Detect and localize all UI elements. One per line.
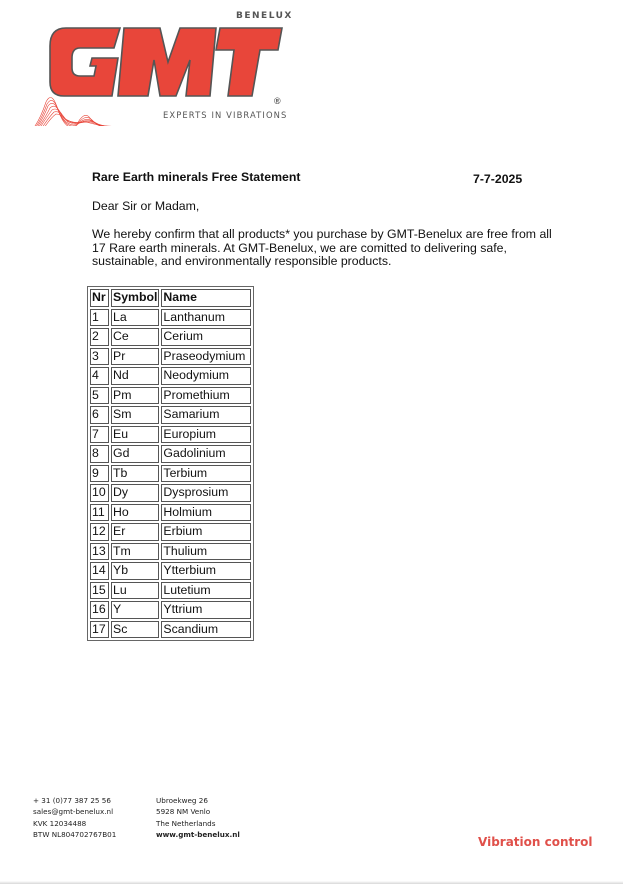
table-row: [90, 601, 251, 619]
gmt-logo: [20, 6, 290, 126]
cell-nr: 8: [90, 445, 109, 463]
table-row: [90, 504, 251, 522]
footer-phone: + 31 (0)77 387 25 56: [33, 796, 111, 805]
cell-nr: 7: [90, 426, 109, 444]
cell-symbol: Sm: [111, 406, 159, 424]
cell-symbol: Y: [111, 601, 159, 619]
header-nr: Nr: [90, 289, 109, 307]
header-symbol: Symbol: [111, 289, 159, 307]
cell-name: Praseodymium: [161, 348, 251, 366]
document-date: 7-7-2025: [473, 172, 523, 186]
cell-name: Dysprosium: [161, 484, 251, 502]
cell-nr: 1: [90, 309, 109, 327]
cell-symbol: Pr: [111, 348, 159, 366]
statement-body: We hereby confirm that all products* you purchase by GMT-Benelux are free from all 17 Rare earth minerals. At GMT-Benelux, we are comitted to delivering safe, sustainable, and environmentally responsible products.: [92, 227, 552, 268]
footer-website: www.gmt-benelux.nl: [156, 830, 240, 840]
cell-name: Erbium: [161, 523, 251, 541]
table-row: [90, 309, 251, 327]
cell-name: Lanthanum: [161, 309, 251, 327]
footer-postal-city: 5928 NM Venlo: [156, 807, 211, 817]
footer-slogan: Vibration control: [478, 835, 593, 849]
cell-symbol: Tb: [111, 465, 159, 483]
logo-tagline: EXPERTS IN VIBRATIONS: [163, 110, 288, 120]
cell-name: Holmium: [161, 504, 251, 522]
cell-name: Thulium: [161, 543, 251, 561]
cell-name: Yttrium: [161, 601, 251, 619]
cell-name: Ytterbium: [161, 562, 251, 580]
footer-email: sales@gmt-benelux.nl: [33, 807, 114, 817]
registered-trademark-icon: ®: [274, 96, 281, 106]
table-row: [90, 328, 251, 346]
footer-country: The Netherlands: [156, 818, 216, 828]
cell-name: Scandium: [161, 621, 251, 639]
logo-letter-g: [50, 28, 120, 96]
cell-nr: 11: [90, 504, 109, 522]
cell-name: Neodymium: [161, 367, 251, 385]
table-row: [90, 562, 251, 580]
table-row: [90, 445, 251, 463]
cell-nr: 14: [90, 562, 109, 580]
cell-nr: 6: [90, 406, 109, 424]
salutation: Dear Sir or Madam,: [92, 199, 200, 213]
table-row: [90, 387, 251, 405]
cell-nr: 2: [90, 328, 109, 346]
table-row: [90, 465, 251, 483]
cell-symbol: Sc: [111, 621, 159, 639]
cell-name: Lutetium: [161, 582, 251, 600]
cell-symbol: Dy: [111, 484, 159, 502]
cell-nr: 16: [90, 601, 109, 619]
logo-region-label: BENELUX: [236, 11, 293, 21]
cell-nr: 4: [90, 367, 109, 385]
cell-nr: 17: [90, 621, 109, 639]
cell-name: Gadolinium: [161, 445, 251, 463]
cell-symbol: Tm: [111, 543, 159, 561]
logo-letter-m: [118, 28, 216, 96]
cell-symbol: Ho: [111, 504, 159, 522]
footer-kvk: KVK 12034488: [33, 818, 87, 828]
table-row: [90, 367, 251, 385]
cell-symbol: Lu: [111, 582, 159, 600]
table-row: [90, 621, 251, 639]
cell-symbol: Er: [111, 523, 159, 541]
cell-name: Cerium: [161, 328, 251, 346]
header-name: Name: [161, 289, 251, 307]
cell-symbol: Gd: [111, 445, 159, 463]
document-title: Rare Earth minerals Free Statement: [92, 170, 301, 184]
cell-nr: 10: [90, 484, 109, 502]
table-row: [90, 348, 251, 366]
cell-symbol: Ce: [111, 328, 159, 346]
cell-name: Samarium: [161, 406, 251, 424]
table-row: [90, 582, 251, 600]
footer-contact: [33, 795, 116, 841]
rare-earth-table: [87, 286, 254, 641]
cell-name: Promethium: [161, 387, 251, 405]
cell-name: Terbium: [161, 465, 251, 483]
footer-street: Ubroekweg 26: [156, 796, 208, 805]
cell-symbol: Eu: [111, 426, 159, 444]
cell-nr: 3: [90, 348, 109, 366]
table-row: [90, 484, 251, 502]
cell-symbol: La: [111, 309, 159, 327]
table-row: [90, 523, 251, 541]
cell-name: Europium: [161, 426, 251, 444]
table-row: [90, 543, 251, 561]
cell-symbol: Pm: [111, 387, 159, 405]
logo-letter-t: [216, 28, 282, 96]
footer-btw: BTW NL804702767B01: [33, 830, 117, 840]
cell-nr: 15: [90, 582, 109, 600]
cell-nr: 13: [90, 543, 109, 561]
cell-nr: 12: [90, 523, 109, 541]
footer-address: [156, 795, 240, 841]
cell-symbol: Nd: [111, 367, 159, 385]
table-header-row: [90, 289, 251, 307]
cell-symbol: Yb: [111, 562, 159, 580]
cell-nr: 9: [90, 465, 109, 483]
gmt-logo-graphic: [20, 6, 290, 126]
cell-nr: 5: [90, 387, 109, 405]
table-row: [90, 406, 251, 424]
table-row: [90, 426, 251, 444]
